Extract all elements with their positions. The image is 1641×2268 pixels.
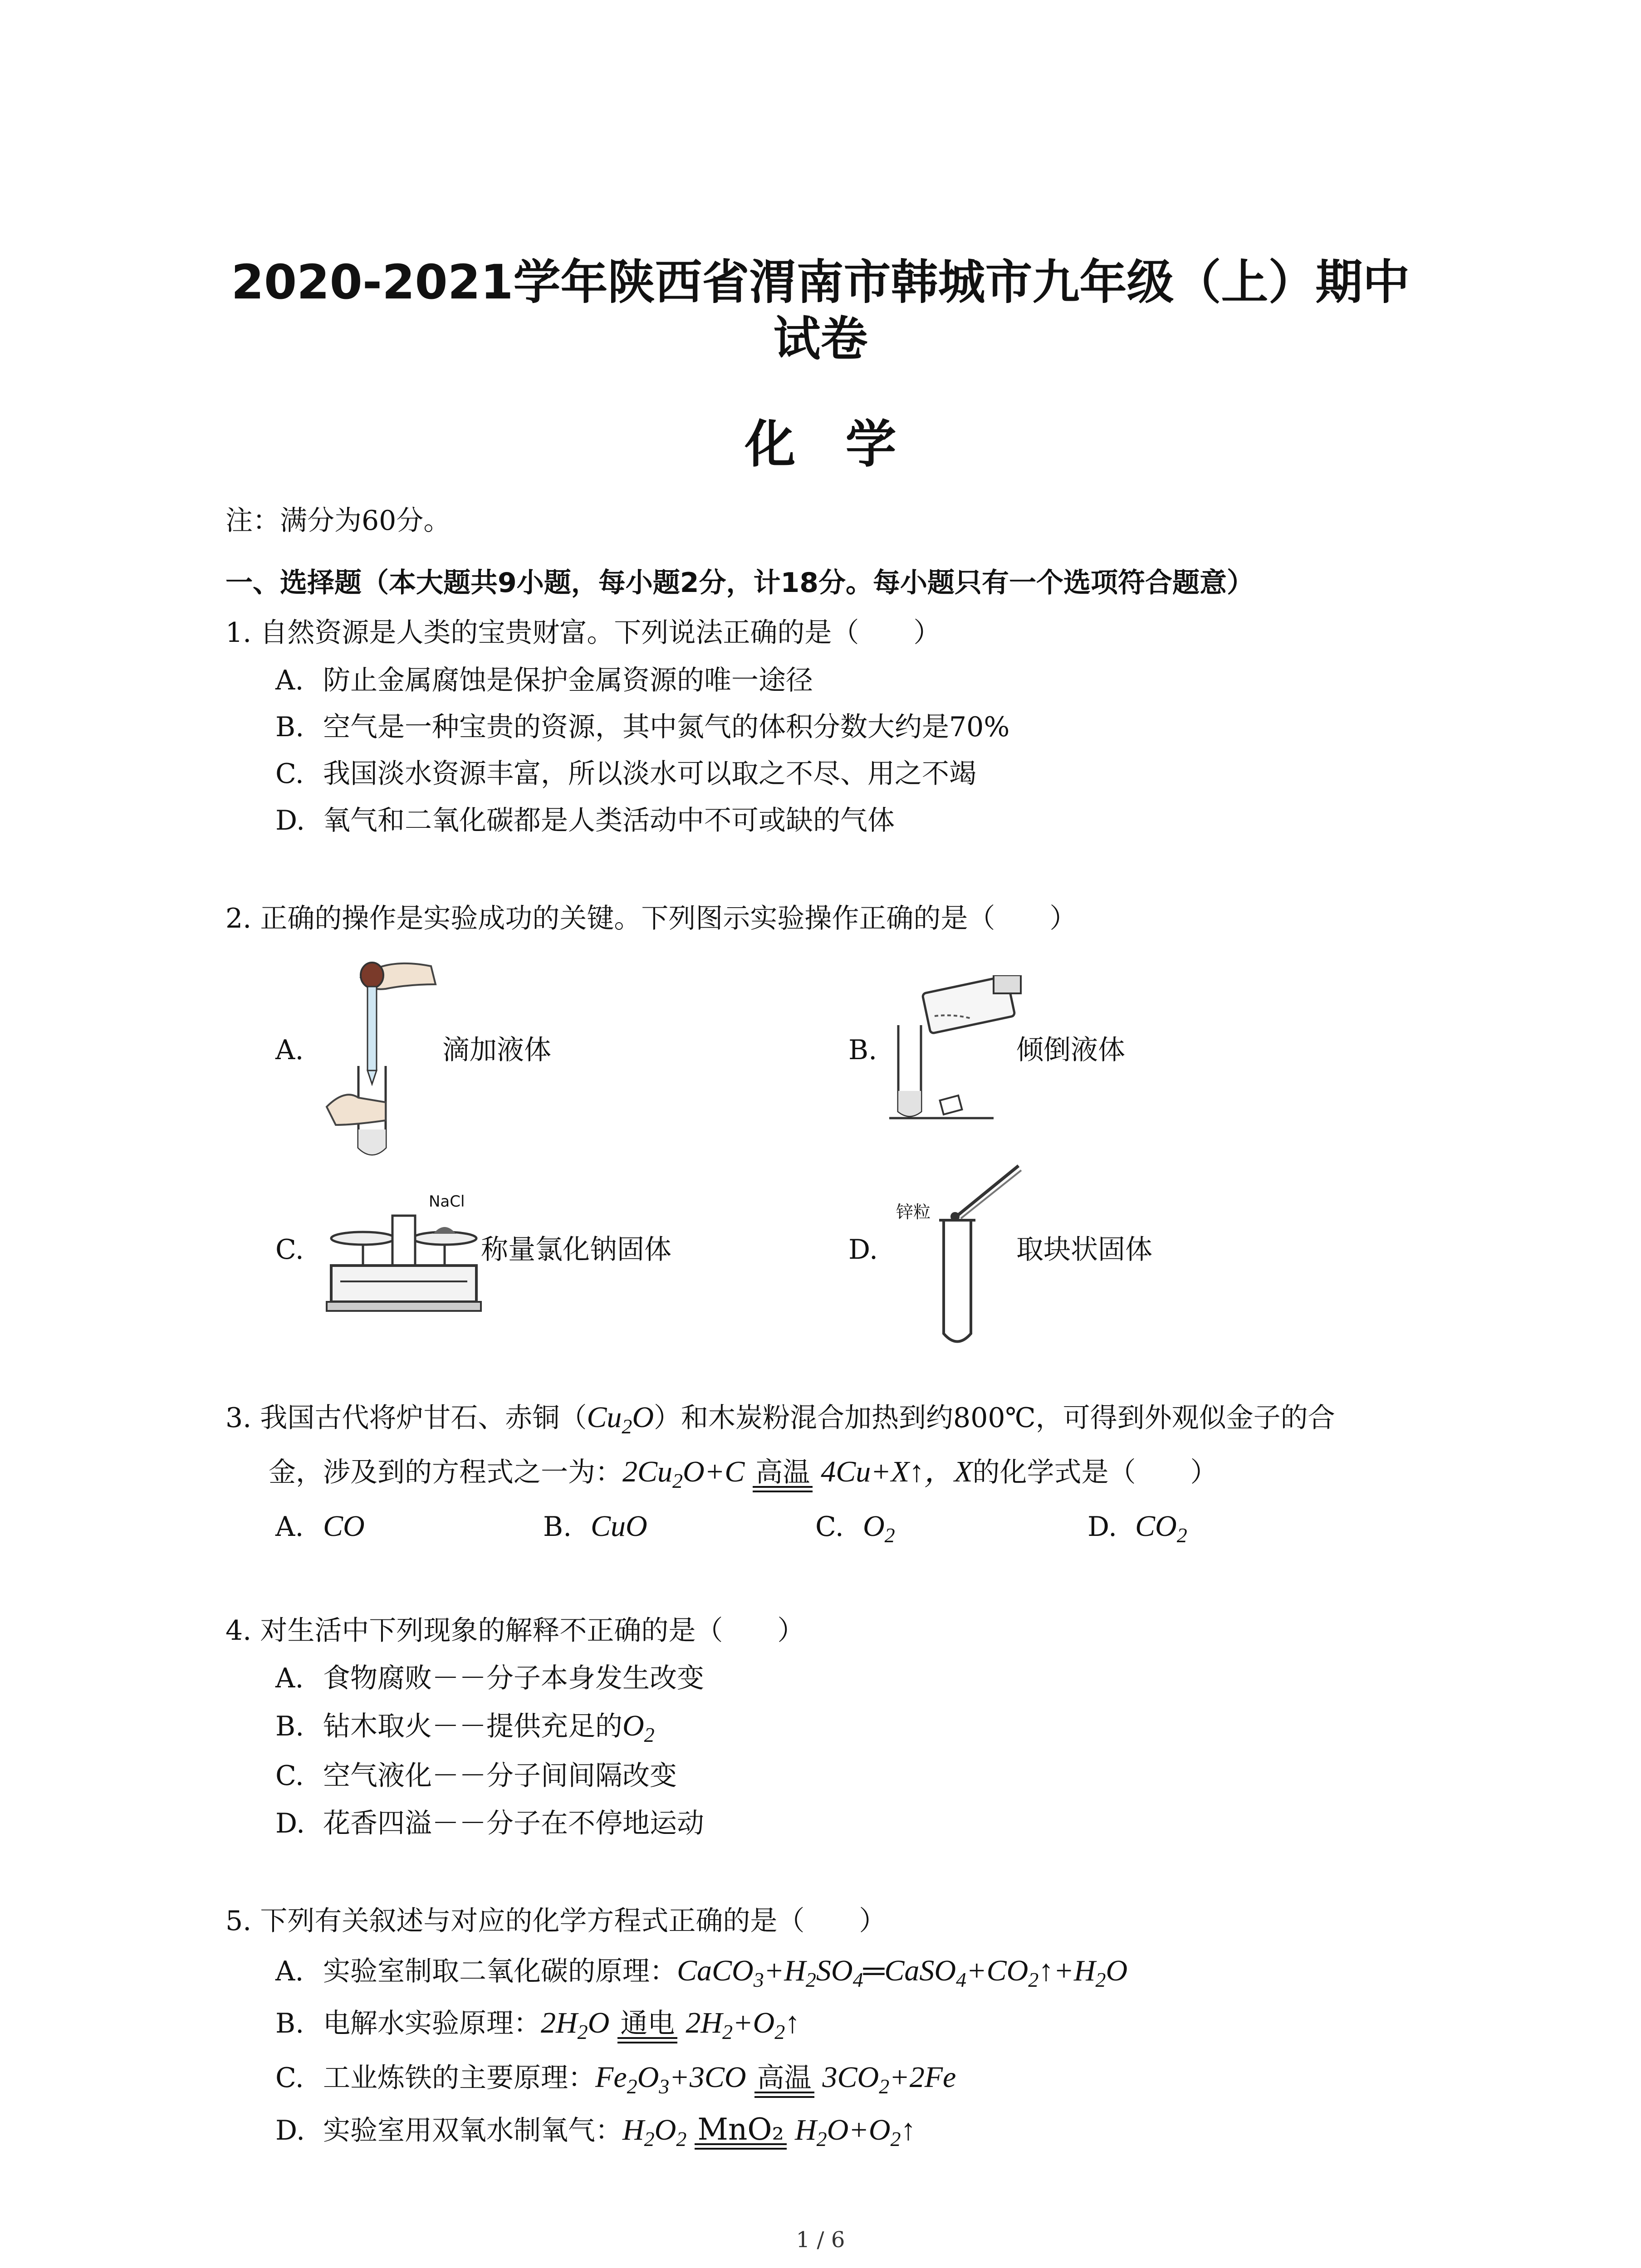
reaction-condition: MnO₂ [695, 2112, 787, 2148]
equation-iron-smelting: $Fe_2O_3+3CO$ [595, 2061, 746, 2098]
q2-option-b-letter: B. [848, 1034, 877, 1066]
question-number: 5. [225, 1905, 252, 1937]
q2-option-b-text: 倾倒液体 [1016, 1034, 1125, 1066]
exam-title-line1: 2020-2021学年陕西省渭南市韩城市九年级（上）期中 [231, 254, 1410, 310]
q3-option-b: B. CuO [543, 1510, 647, 1543]
q2-option-d-letter: D. [848, 1234, 878, 1266]
option-letter: B. [275, 711, 304, 743]
question-text-cont: ）和木炭粉混合加热到约800℃，可得到外观似金子的合 [654, 1402, 1335, 1434]
q2-option-c-letter: C. [275, 1234, 304, 1266]
option-text: 空气是一种宝贵的资源，其中氮气的体积分数大约是70% [323, 711, 1010, 743]
q3-option-d: D. $CO_2$ [1087, 1510, 1187, 1547]
question-text: 正确的操作是实验成功的关键。下列图示实验操作正确的是（ ） [260, 903, 1077, 934]
question-text: 我国古代将炉甘石、赤铜（ [260, 1402, 587, 1434]
q4-option-a: A. 食物腐败－－分子本身发生改变 [275, 1662, 704, 1694]
option-text: 防止金属腐蚀是保护金属资源的唯一途径 [323, 665, 813, 696]
option-letter: C. [275, 758, 304, 790]
q5-option-a: A. 实验室制取二氧化碳的原理：$CaCO_3+H_2SO_4═CaSO_4+CO_2↑+H_2O$ [275, 1954, 1128, 1992]
equation-electrolysis: $2H_2O$ [541, 2006, 610, 2044]
question-text: 自然资源是人类的宝贵财富。下列说法正确的是（ ） [260, 617, 941, 649]
equation-caco3-h2so4: $CaCO_3+H_2SO_4═CaSO_4+CO_2↑+H_2O$ [677, 1954, 1128, 1992]
q1-option-b [275, 709, 1009, 745]
equation-h2o2: $H_2O_2$ [622, 2113, 687, 2151]
q3-option-a: A. CO [275, 1510, 365, 1543]
q5-option-b: B. 电解水实验原理：$2H_2O$ 通电 $2H_2+O_2↑$ [275, 2006, 800, 2044]
reaction-condition: 高温 [754, 2060, 814, 2096]
q1-option-a [275, 662, 813, 699]
question-4-stem [225, 1613, 804, 1649]
q2-option-a-text: 滴加液体 [442, 1034, 551, 1066]
q4-option-c: C. 空气液化－－分子间间隔改变 [275, 1760, 677, 1792]
question-5-stem [225, 1903, 886, 1939]
exam-title-line2: 试卷 [773, 311, 868, 367]
question-text: 对生活中下列现象的解释不正确的是（ ） [260, 1615, 805, 1647]
reaction-condition: 高温 [753, 1454, 813, 1491]
section-heading: 一、选择题（本大题共9小题，每小题2分，计18分。每小题只有一个选项符合题意） [225, 567, 1254, 599]
q4-option-d: D. 花香四溢－－分子在不停地运动 [275, 1808, 704, 1839]
equation-left: $2Cu_2O+C$ [622, 1455, 745, 1493]
question-3-stem-line1 [225, 1399, 1335, 1445]
question-number: 4. [225, 1615, 252, 1647]
option-text: 氧气和二氧化碳都是人类活动中不可或缺的气体 [323, 805, 895, 836]
question-3-stem-line2: 金，涉及到的方程式之一为：$2Cu_2O+C$ 高温 4Cu+X↑，X的化学式是（ ） [269, 1455, 1218, 1493]
option-letter: D. [275, 805, 305, 836]
option-letter: A. [275, 665, 304, 696]
tweezers-test-tube-icon [896, 1161, 1032, 1352]
q2-option-c-text: 称量氯化钠固体 [481, 1234, 671, 1266]
question-number: 3. [225, 1402, 252, 1434]
equation-var: X [954, 1455, 973, 1488]
q5-option-c: C. 工业炼铁的主要原理：$Fe_2O_3+3CO$ 高温 $3CO_2+2Fe$ [275, 2061, 956, 2098]
q4-option-b: B. 钻木取火－－提供充足的$O_2$ [275, 1709, 655, 1747]
option-text: 我国淡水资源丰富，所以淡水可以取之不尽、用之不竭 [323, 758, 976, 790]
formula-cu2o: $Cu_2O$ [587, 1401, 654, 1438]
equation-right: 4Cu+X↑， [821, 1455, 955, 1488]
balance-scale-icon [322, 1188, 485, 1315]
reaction-condition: 通电 [617, 2005, 677, 2042]
subject-title: 化学 [745, 415, 946, 474]
zinc-label: 锌粒 [896, 1202, 931, 1222]
q5-option-d: D. 实验室用双氧水制氧气：$H_2O_2$ MnO₂ $H_2O+O_2↑$ [275, 2112, 916, 2151]
q1-option-d [275, 802, 895, 839]
question-1-stem [225, 615, 941, 651]
q1-option-c [275, 756, 976, 792]
nacl-label: NaCl [429, 1193, 465, 1211]
dropper-test-tube-icon [318, 953, 454, 1161]
page-number: 1 / 6 [796, 2227, 845, 2253]
q3-option-c: C. $O_2$ [815, 1510, 895, 1547]
question-number: 1. [225, 617, 252, 649]
question-number: 2. [225, 903, 252, 934]
score-note: 注：满分为60分。 [225, 505, 451, 537]
q2-option-d-text: 取块状固体 [1016, 1234, 1152, 1266]
question-text: 下列有关叙述与对应的化学方程式正确的是（ ） [260, 1905, 887, 1937]
q2-option-a-letter: A. [275, 1034, 304, 1066]
question-2-stem [225, 900, 1077, 937]
